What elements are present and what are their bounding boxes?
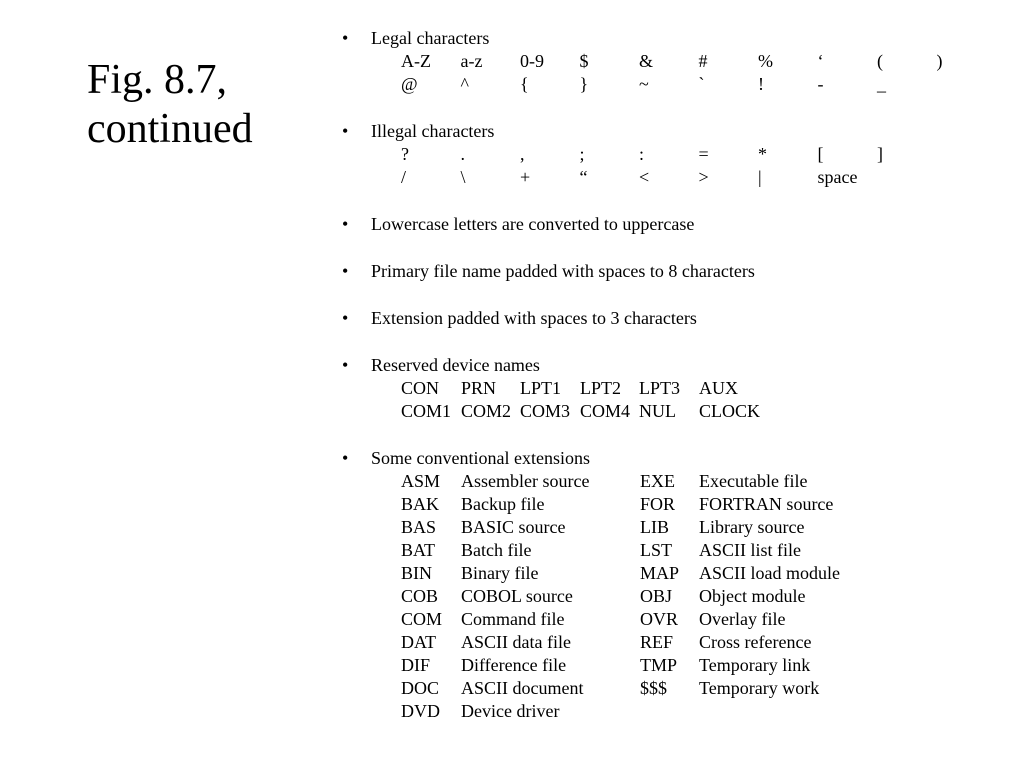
character: - xyxy=(817,74,824,94)
legal-characters-row xyxy=(340,50,1010,73)
extension-row xyxy=(340,654,1010,677)
extension-row xyxy=(340,516,1010,539)
extension-description: Difference file xyxy=(461,655,567,675)
bullet-dot-icon: • xyxy=(342,121,349,141)
extension-code: COM xyxy=(401,609,443,629)
extension-description: Device driver xyxy=(461,701,560,721)
extensions-table xyxy=(340,470,1010,723)
character: “ xyxy=(579,167,588,187)
character: ^ xyxy=(460,74,469,94)
extension-code: DAT xyxy=(401,632,436,652)
slide-title-line-1: Fig. 8.7, xyxy=(87,57,228,103)
device-names-row xyxy=(340,400,1010,423)
character: a-z xyxy=(460,51,483,71)
character: = xyxy=(698,144,709,164)
illegal-characters-row xyxy=(340,166,1010,189)
slide-content xyxy=(340,27,1010,723)
bullet-dot-icon: • xyxy=(342,261,349,281)
extension-description: ASCII data file xyxy=(461,632,571,652)
bullet-extension xyxy=(340,307,1010,330)
bullet-dot-icon: • xyxy=(342,448,349,468)
bullet-label: Reserved device names xyxy=(371,355,540,375)
character: } xyxy=(579,74,589,94)
extension-row xyxy=(340,631,1010,654)
extension-description: FORTRAN source xyxy=(699,494,834,514)
bullet-reserved-device-names xyxy=(340,354,1010,377)
extension-code: BAK xyxy=(401,494,440,514)
extension-row xyxy=(340,539,1010,562)
extension-description: ASCII list file xyxy=(699,540,801,560)
slide-title-line-2: continued xyxy=(87,106,253,152)
extension-row xyxy=(340,608,1010,631)
character: ( xyxy=(877,51,883,71)
slide-title xyxy=(87,56,253,154)
character: ` xyxy=(698,74,705,94)
bullet-label: Some conventional extensions xyxy=(371,448,590,468)
character: % xyxy=(758,51,773,71)
character: | xyxy=(758,167,762,187)
character: { xyxy=(520,74,529,94)
character: . xyxy=(460,144,465,164)
character: @ xyxy=(401,74,418,94)
device-name: COM4 xyxy=(580,401,631,421)
device-name: COM1 xyxy=(401,401,452,421)
character: A-Z xyxy=(401,51,431,71)
extension-description: ASCII load module xyxy=(699,563,840,583)
bullet-conventional-extensions xyxy=(340,447,1010,470)
extension-description: Object module xyxy=(699,586,806,606)
extension-description: Executable file xyxy=(699,471,808,491)
device-names-row xyxy=(340,377,1010,400)
bullet-text: Extension padded with spaces to 3 characters xyxy=(371,308,697,328)
extension-code: COB xyxy=(401,586,439,606)
extension-row xyxy=(340,677,1010,700)
extension-description: Temporary link xyxy=(699,655,811,675)
extension-description: Backup file xyxy=(461,494,545,514)
device-name: CLOCK xyxy=(699,401,761,421)
extension-description: BASIC source xyxy=(461,517,566,537)
bullet-lowercase xyxy=(340,213,1010,236)
bullet-primary-name xyxy=(340,260,1010,283)
extension-code: DOC xyxy=(401,678,440,698)
extension-description: COBOL source xyxy=(461,586,573,606)
extension-row xyxy=(340,700,1010,723)
device-name: CON xyxy=(401,378,440,398)
character: * xyxy=(758,144,767,164)
character: space xyxy=(817,167,858,187)
device-name: NUL xyxy=(639,401,676,421)
extension-description: Assembler source xyxy=(461,471,590,491)
device-name: LPT3 xyxy=(639,378,681,398)
extension-description: Batch file xyxy=(461,540,532,560)
bullet-text: Lowercase letters are converted to uppercase xyxy=(371,214,695,234)
extension-description: Overlay file xyxy=(699,609,786,629)
illegal-characters-row xyxy=(340,143,1010,166)
bullet-label: Illegal characters xyxy=(371,121,495,141)
extension-code: MAP xyxy=(640,563,680,583)
extension-description: Binary file xyxy=(461,563,539,583)
extension-code: FOR xyxy=(640,494,676,514)
bullet-dot-icon: • xyxy=(342,355,349,375)
extension-code: BAS xyxy=(401,517,437,537)
bullet-legal-characters xyxy=(340,27,1010,50)
extension-code xyxy=(640,700,699,723)
character: & xyxy=(639,51,654,71)
device-name: PRN xyxy=(461,378,497,398)
character: / xyxy=(401,167,407,187)
character: _ xyxy=(877,74,886,94)
extension-code: BAT xyxy=(401,540,436,560)
device-name: LPT2 xyxy=(580,378,622,398)
extension-code: $$$ xyxy=(640,678,667,698)
legal-characters-row xyxy=(340,73,1010,96)
extension-code: EXE xyxy=(640,471,675,491)
character: ! xyxy=(758,74,764,94)
extension-code: DIF xyxy=(401,655,431,675)
character: # xyxy=(698,51,708,71)
character: > xyxy=(698,167,709,187)
extension-code: DVD xyxy=(401,701,440,721)
character: : xyxy=(639,144,645,164)
character: + xyxy=(520,167,531,187)
extension-code: OVR xyxy=(640,609,679,629)
device-name: LPT1 xyxy=(520,378,562,398)
character: , xyxy=(520,144,525,164)
extension-code: LST xyxy=(640,540,673,560)
character: ? xyxy=(401,144,409,164)
character: < xyxy=(639,167,650,187)
bullet-text: Primary file name padded with spaces to 8 characters xyxy=(371,261,755,281)
character: ‘ xyxy=(817,51,824,71)
bullet-dot-icon: • xyxy=(342,214,349,234)
extension-code: OBJ xyxy=(640,586,673,606)
extension-row xyxy=(340,585,1010,608)
extension-code: LIB xyxy=(640,517,669,537)
character: ; xyxy=(579,144,585,164)
character: ) xyxy=(936,51,943,71)
extension-description: Temporary work xyxy=(699,678,820,698)
character: ] xyxy=(877,144,883,164)
extension-description: Cross reference xyxy=(699,632,812,652)
device-name: COM3 xyxy=(520,401,571,421)
extension-description: ASCII document xyxy=(461,678,584,698)
character: $ xyxy=(579,51,589,71)
extension-row xyxy=(340,562,1010,585)
extension-description: Library source xyxy=(699,517,805,537)
extension-row xyxy=(340,470,1010,493)
extension-description: Command file xyxy=(461,609,565,629)
character: [ xyxy=(817,144,824,164)
character: 0-9 xyxy=(520,51,544,71)
bullet-label: Legal characters xyxy=(371,28,490,48)
device-name: COM2 xyxy=(461,401,512,421)
extension-code: ASM xyxy=(401,471,441,491)
character: \ xyxy=(460,167,466,187)
extension-code: BIN xyxy=(401,563,432,583)
extension-code: REF xyxy=(640,632,674,652)
bullet-dot-icon: • xyxy=(342,28,349,48)
bullet-dot-icon: • xyxy=(342,308,349,328)
extension-code: TMP xyxy=(640,655,678,675)
character: ~ xyxy=(639,74,649,94)
device-name: AUX xyxy=(699,378,738,398)
extension-row xyxy=(340,493,1010,516)
bullet-illegal-characters xyxy=(340,120,1010,143)
